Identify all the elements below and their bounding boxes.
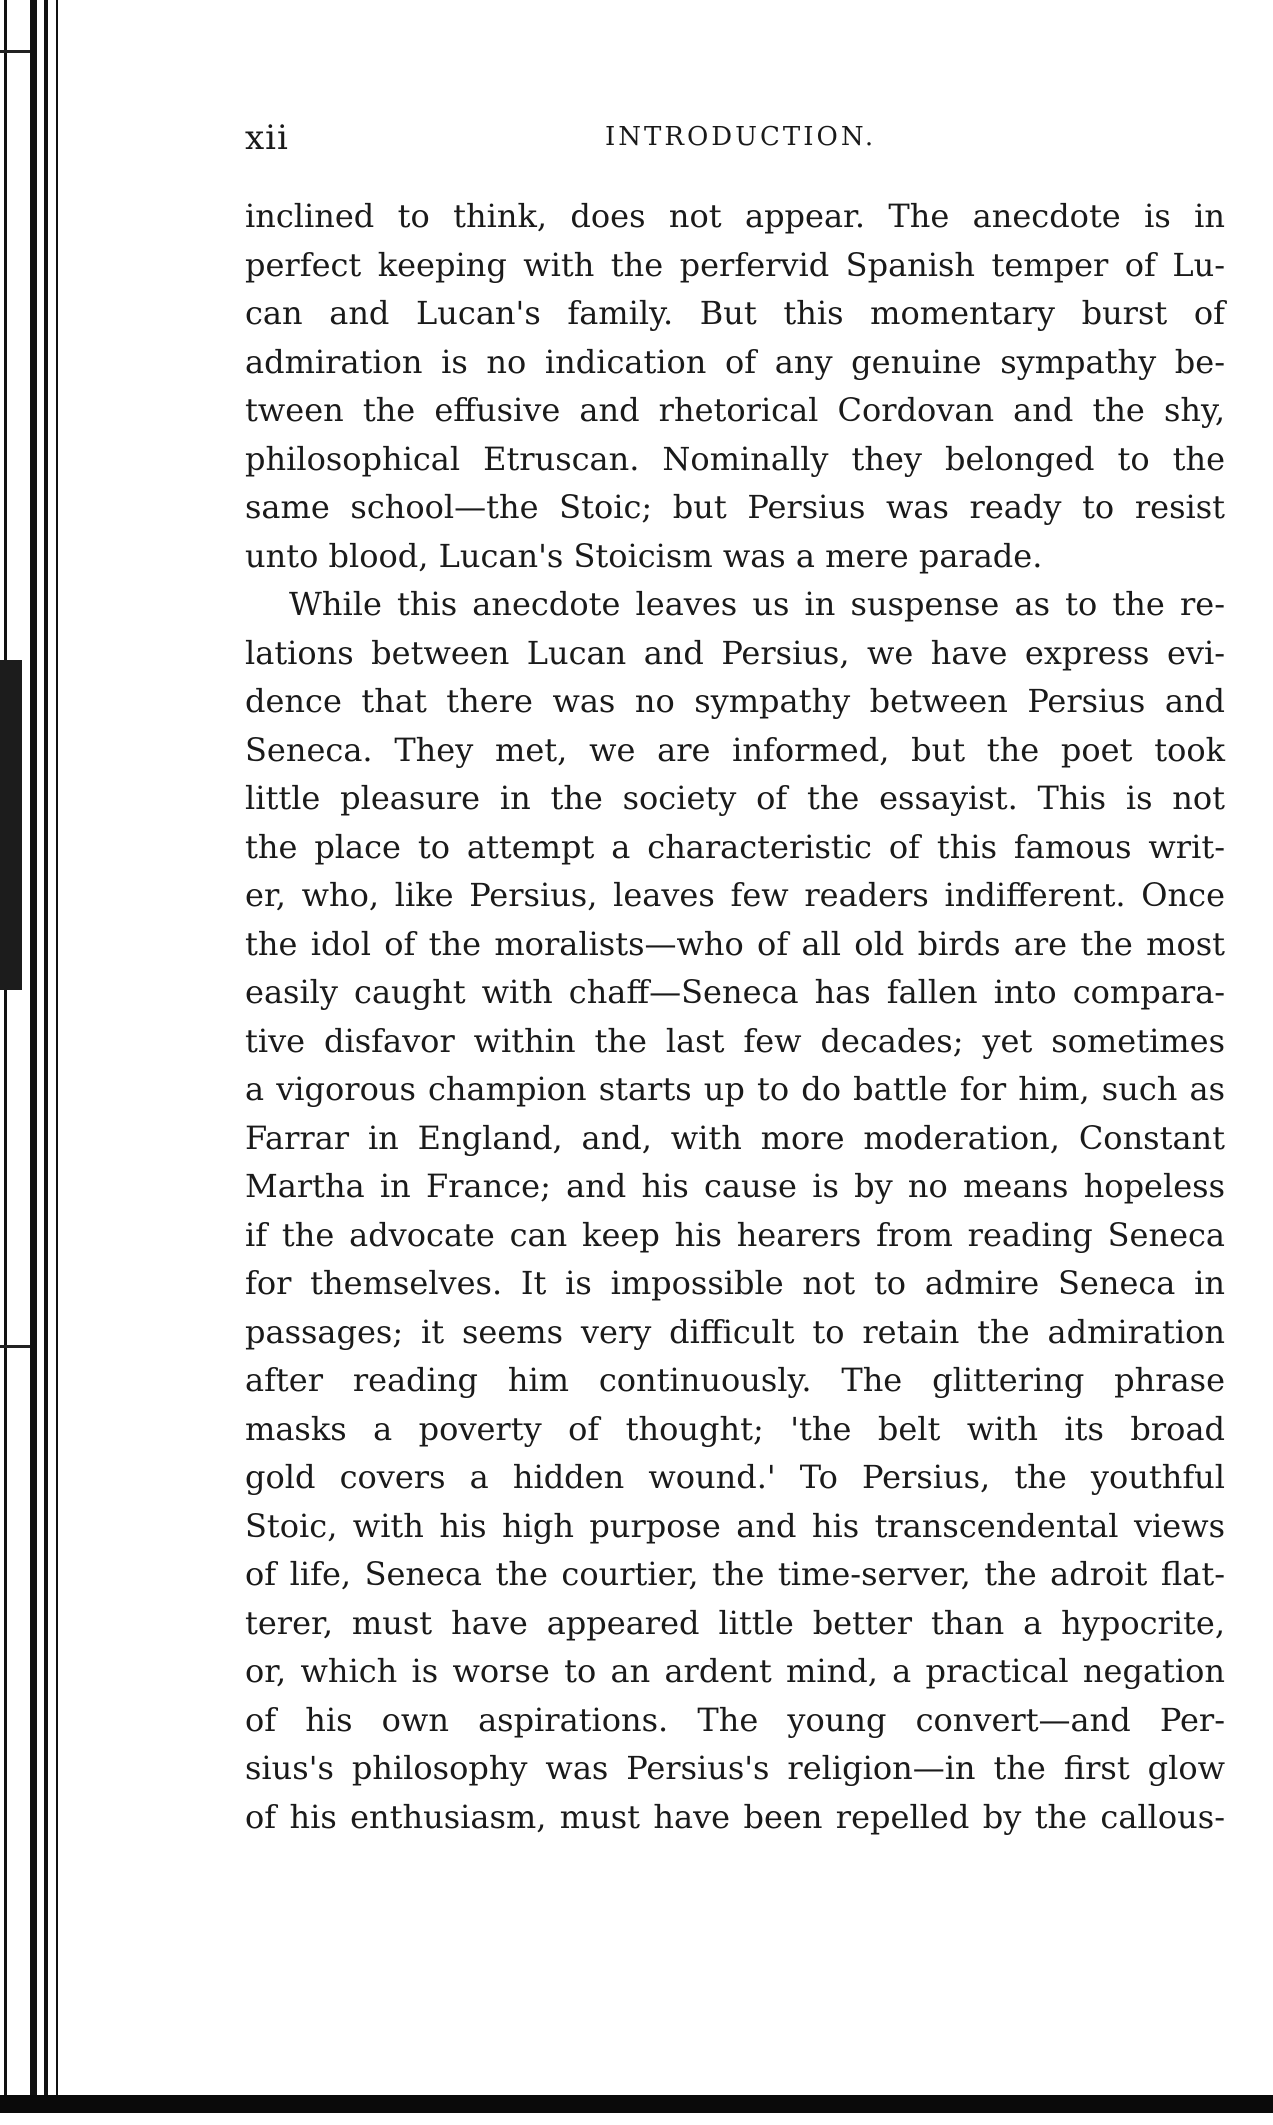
text-line: er, who, like Persius, leaves few readers indifferent. Once xyxy=(245,876,1225,914)
text-line: if the advocate can keep his hearers from reading Seneca xyxy=(245,1215,1225,1254)
text-line: Stoic, with his high purpose and his transcendental views xyxy=(245,1506,1225,1545)
text-line: sius's philosophy was Persius's religion—in the first glow xyxy=(245,1749,1225,1787)
page-number: xii xyxy=(245,118,289,158)
body-text xyxy=(245,192,1225,1841)
text-line: same school—the Stoic; but Persius was ready to resist xyxy=(245,488,1225,526)
text-line: a vigorous champion starts up to do battle for him, such as xyxy=(245,1070,1225,1108)
text-line: after reading him continuously. The glittering phrase xyxy=(245,1361,1225,1399)
binding-edge-line xyxy=(56,0,58,2095)
text-line: the idol of the moralists—who of all old birds are the most xyxy=(245,924,1225,963)
text-line: tive disfavor within the last few decades; yet sometimes xyxy=(245,1021,1225,1060)
page-bottom-edge xyxy=(0,2095,1273,2113)
text-line: of life, Seneca the courtier, the time-server, the adroit flat- xyxy=(245,1555,1225,1593)
text-line: perfect keeping with the perfervid Spanish temper of Lu- xyxy=(245,245,1225,284)
text-line: masks a poverty of thought; 'the belt with its broad xyxy=(245,1409,1225,1448)
text-line: dence that there was no sympathy between Persius and xyxy=(245,682,1225,720)
text-line: gold covers a hidden wound.' To Persius, the youthful xyxy=(245,1458,1225,1496)
text-line: can and Lucan's family. But this momentary burst of xyxy=(245,294,1225,332)
binding-edge-line xyxy=(30,0,37,2095)
text-line: While this anecdote leaves us in suspense as to the re- xyxy=(289,585,1225,623)
running-title: INTRODUCTION. xyxy=(605,122,877,152)
binding-mark xyxy=(0,50,30,53)
paragraph xyxy=(245,580,1225,1841)
text-line: the place to attempt a characteristic of this famous writ- xyxy=(245,827,1225,866)
text-line: easily caught with chaff—Seneca has fallen into compara- xyxy=(245,973,1225,1011)
binding-shadow xyxy=(0,660,22,990)
text-line: unto blood, Lucan's Stoicism was a mere parade. xyxy=(245,536,1043,575)
text-line: passages; it seems very difficult to retain the admiration xyxy=(245,1312,1225,1351)
text-line: Farrar in England, and, with more moderation, Constant xyxy=(245,1118,1225,1157)
text-line: admiration is no indication of any genuine sympathy be- xyxy=(245,342,1225,381)
text-line: terer, must have appeared little better than a hypocrite, xyxy=(245,1603,1225,1642)
paragraph xyxy=(245,192,1225,580)
binding-edge-line xyxy=(44,0,48,2095)
text-line: of his enthusiasm, must have been repelled by the callous- xyxy=(245,1797,1225,1836)
text-line: inclined to think, does not appear. The anecdote is in xyxy=(245,197,1225,235)
text-line: Martha in France; and his cause is by no means hopeless xyxy=(245,1167,1225,1205)
text-line: Seneca. They met, we are informed, but the poet took xyxy=(245,730,1225,769)
text-line: philosophical Etruscan. Nominally they belonged to the xyxy=(245,439,1225,478)
text-line: for themselves. It is impossible not to admire Seneca in xyxy=(245,1264,1225,1302)
text-line: of his own aspirations. The young convert—and Per- xyxy=(245,1700,1225,1739)
text-line: or, which is worse to an ardent mind, a practical negation xyxy=(245,1652,1225,1690)
text-line: little pleasure in the society of the essayist. This is not xyxy=(245,779,1225,817)
text-line: tween the effusive and rhetorical Cordovan and the shy, xyxy=(245,391,1225,429)
binding-mark xyxy=(0,1345,30,1348)
running-head xyxy=(245,118,1215,158)
text-line: lations between Lucan and Persius, we have express evi- xyxy=(245,633,1225,672)
binding-edge-line xyxy=(4,0,7,2095)
